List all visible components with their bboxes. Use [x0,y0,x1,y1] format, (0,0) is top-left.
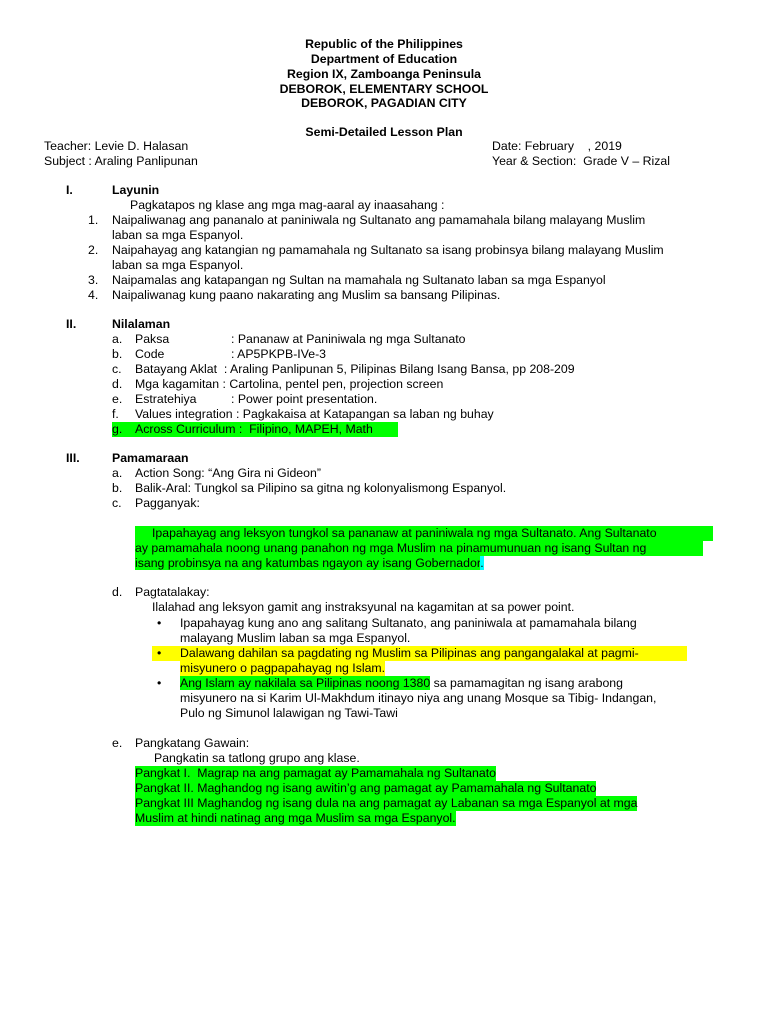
group-task: Pangkat II. Maghandog ng isang awitin’g ang pamagat ay Pamamahala ng Sultanato [135,781,597,795]
section-numeral: II. [66,317,77,331]
discussion-point [180,676,623,691]
year-section: Year & Section: Grade V – Rizal [492,154,670,168]
section-heading: Pamamaraan [112,451,189,465]
procedure-text: Balik-Aral: Tungkol sa Pilipino sa gitna ng kolonyalismong Espanyol. [135,481,507,495]
list-number: 4. [88,288,99,302]
group-intro: Pangkatin sa tatlong grupo ang klase. [154,751,360,765]
document-title: Semi-Detailed Lesson Plan [305,125,463,139]
content-value: : Pananaw at Paniniwala ng mga Sultanato [231,332,466,346]
content-text: Across Curriculum : Filipino, MAPEH, Math [135,422,373,436]
discussion-point: misyunero o pagpapahayag ng Islam. [180,661,386,675]
motivation-line-2: ay pamamahala noong unang panahon ng mga Muslim na pinamumunuan ng isang Sultan ng [135,541,703,556]
procedure-text: Action Song: “Ang Gira ni Gideon” [135,466,321,480]
section-heading: Nilalaman [112,317,171,331]
procedure-text: Pangkatang Gawain: [135,736,250,750]
list-letter: c. [112,496,122,510]
list-number: 1. [88,213,99,227]
objective-text: laban sa mga Espanyol. [112,228,244,242]
bullet: • [157,676,162,690]
highlighted-text: Ang Islam ay nakilala sa Pilipinas noong 1380 [180,676,431,690]
objective-text: Naipaliwanag ang pananalo at paniniwala ng Sultanato ang pamamahala bilang malayang Muslim [112,213,646,227]
discussion-point: Pulo ng Simunol lalawigan ng Tawi-Tawi [180,706,398,720]
list-letter: e. [112,392,123,406]
motivation-line-1 [135,526,713,541]
list-number: 2. [88,243,99,257]
list-letter: f. [112,407,119,421]
discussion-point: Ipapahayag kung ano ang salitang Sultanato, ang paniniwala at pamamahala bilang [180,616,637,630]
list-letter: a. [112,332,123,346]
content-key: Paksa [135,332,170,346]
list-letter: d. [112,585,123,599]
teacher-name: Teacher: Levie D. Halasan [44,139,189,153]
across-curriculum-highlight [112,422,398,437]
header-city: DEBOROK, PAGADIAN CITY [301,96,467,110]
content-key: Estratehiya [135,392,197,406]
discussion-point: malayang Muslim laban sa mga Espanyol. [180,631,411,645]
content-value: : AP5PKPB-IVe-3 [231,347,327,361]
bullet: • [157,646,162,660]
group-task: Muslim at hindi natinag ang mga Muslim sa mga Espanyol. [135,811,456,825]
subject: Subject : Araling Panlipunan [44,154,198,168]
objectives-intro: Pagkatapos ng klase ang mga mag-aaral ay inaasahang : [130,198,445,212]
content-text: Values integration : Pagkakaisa at Katapangan sa laban ng buhay [135,407,494,421]
header-school: DEBOROK, ELEMENTARY SCHOOL [279,82,489,96]
procedure-text: Pagtatalakay: [135,585,210,599]
header-region: Region IX, Zamboanga Peninsula [286,67,482,81]
objective-text: Naipaliwanag kung paano nakarating ang Muslim sa bansang Pilipinas. [112,288,501,302]
bullet: • [157,616,162,630]
list-letter: b. [112,481,123,495]
list-letter: a. [112,466,123,480]
objective-text: laban sa mga Espanyol. [112,258,244,272]
list-letter: d. [112,377,123,391]
objective-text: Naipahayag ang katangian ng pamamahala ng Sultanato sa isang probinsya bilang malayang Muslim [112,243,664,257]
list-number: 3. [88,273,99,287]
list-letter: e. [112,736,123,750]
plain-text: sa pamamagitan ng isang arabong [430,676,623,690]
header-deped: Department of Education [310,52,458,66]
section-heading: Layunin [112,183,160,197]
list-letter: c. [112,362,122,376]
header-republic: Republic of the Philippines [305,37,463,51]
lesson-date: Date: February , 2019 [492,139,622,153]
objective-text: Naipamalas ang katapangan ng Sultan na mamahala ng Sultanato laban sa mga Espanyol [112,273,606,287]
section-numeral: III. [66,451,80,465]
discussion-point: misyunero na si Karim Ul-Makhdum itinayo niya ang unang Mosque sa Tibig- Indangan, [180,691,657,705]
procedure-text: Pagganyak: [135,496,200,510]
content-text: Mga kagamitan : Cartolina, pentel pen, projection screen [135,377,444,391]
motivation-text: Ipapahayag ang leksyon tungkol sa pananaw at paniniwala ng mga Sultanato. Ang Sultanato [152,526,657,540]
section-numeral: I. [66,183,73,197]
motivation-period: . [480,556,484,570]
motivation-line-3 [135,556,484,571]
group-task: Pangkat I. Magrap na ang pamagat ay Pamamahala ng Sultanato [135,766,496,780]
motivation-text: isang probinsya na ang katumbas ngayon ay isang Gobernador [135,556,481,570]
discussion-point: Dalawang dahilan sa pagdating ng Muslim sa Pilipinas ang pangangalakal at pagmi- [180,646,639,660]
group-task: Pangkat III Maghandog ng isang dula na ang pamagat ay Labanan sa mga Espanyol at mga [135,796,638,810]
discussion-intro: Ilalahad ang leksyon gamit ang instraksyunal na kagamitan at sa power point. [152,600,575,614]
content-key: Code [135,347,165,361]
content-text: Batayang Aklat : Araling Panlipunan 5, Pilipinas Bilang Isang Bansa, pp 208-209 [135,362,575,376]
content-value: : Power point presentation. [231,392,378,406]
list-letter: b. [112,347,123,361]
list-letter: g. [112,422,123,436]
